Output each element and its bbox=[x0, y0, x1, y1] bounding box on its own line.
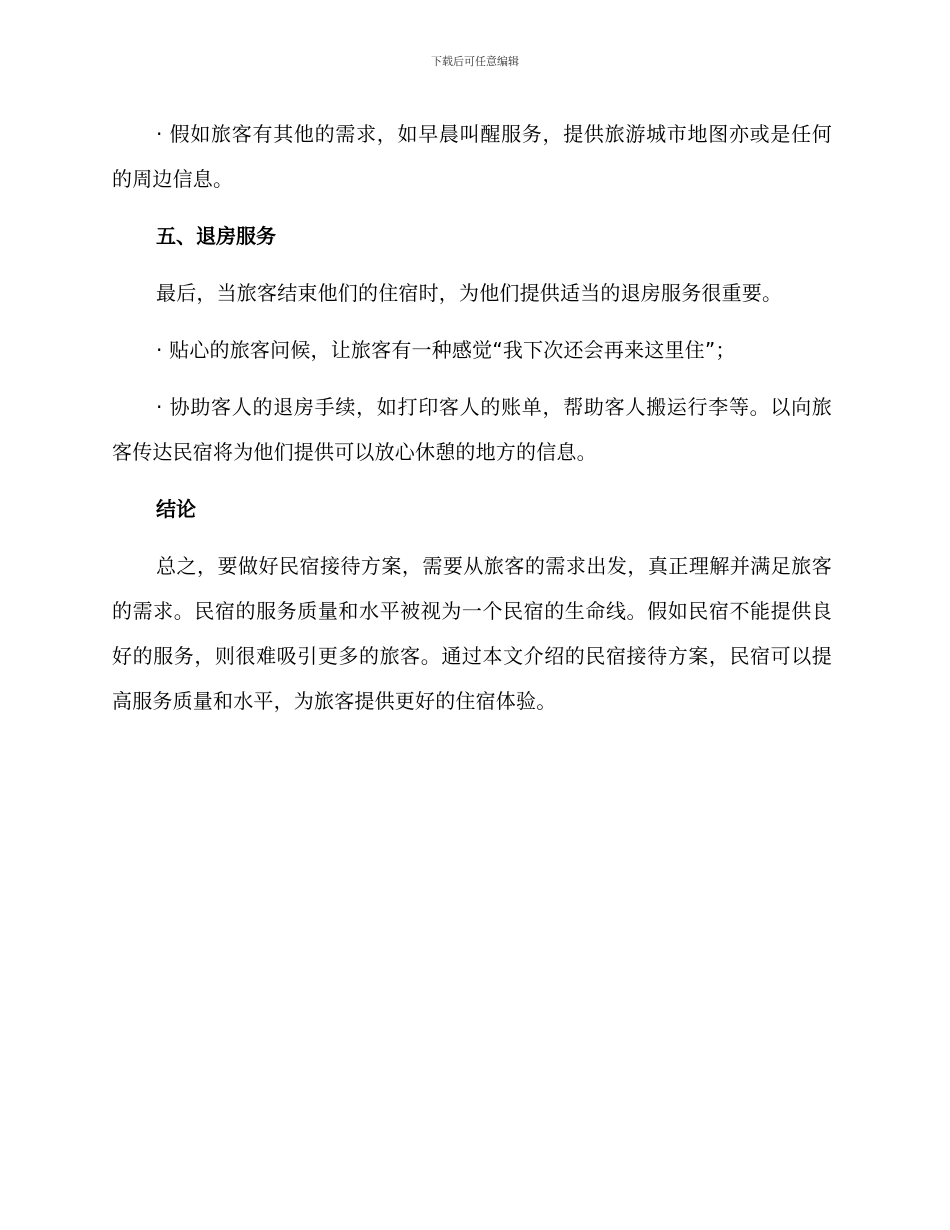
page-header: 下载后可任意编辑 bbox=[431, 55, 519, 68]
paragraph-checkout-intro: 最后，当旅客结束他们的住宿时，为他们提供适当的退房服务很重要。 bbox=[156, 281, 783, 305]
paragraph-conclusion: 总之，要做好民宿接待方案，需要从旅客的需求出发，真正理解并满足旅客的需求。民宿的服务质量和水平被视为一个民宿的生命线。假如民宿不能提供良好的服务，则很难吸引更多的旅客。通过本文介绍的民宿接待方案，民宿可以提高服务质量和水平，为旅客提供更好的住宿体验。 bbox=[112, 554, 832, 713]
paragraph-checkout-assist: · 协助客人的退房手续，如打印客人的账单，帮助客人搬运行李等。以向旅客传达民宿将为他们提供可以放心休憩的地方的信息。 bbox=[112, 395, 832, 464]
paragraph-greeting: · 贴心的旅客问候，让旅客有一种感觉“我下次还会再来这里住”； bbox=[156, 338, 736, 362]
section-heading-conclusion: 结论 bbox=[156, 497, 196, 521]
document-body bbox=[112, 112, 832, 724]
paragraph-wakeup-service: · 假如旅客有其他的需求，如早晨叫醒服务，提供旅游城市地图亦或是任何的周边信息。 bbox=[112, 122, 832, 191]
section-heading-checkout: 五、退房服务 bbox=[156, 224, 276, 248]
